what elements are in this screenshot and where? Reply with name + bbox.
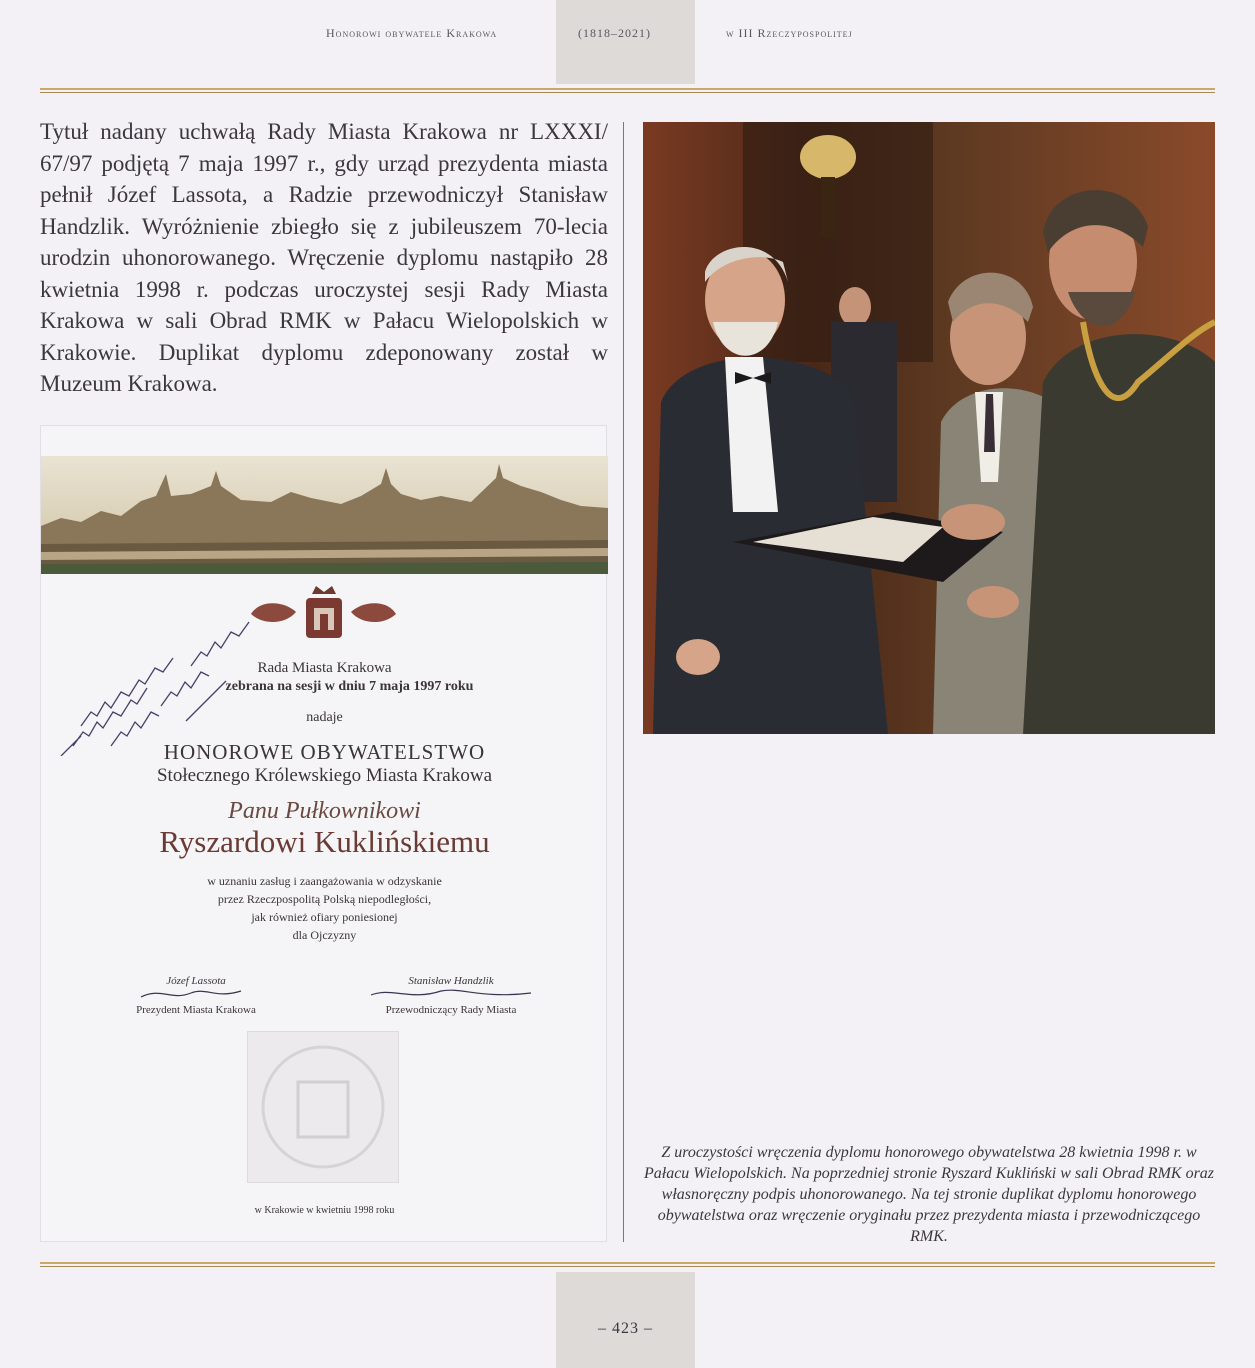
signature-right bbox=[361, 975, 541, 1016]
seal-emblem-icon bbox=[248, 1032, 398, 1182]
krakow-panorama-illustration bbox=[41, 456, 608, 574]
signature-left bbox=[121, 975, 271, 1016]
diploma-recipient-prefix: Panu Pułkownikowi bbox=[228, 798, 421, 824]
signature-right-scribble bbox=[361, 987, 541, 1001]
diploma-citation-line4: dla Ojczyzny bbox=[292, 928, 357, 942]
header-band bbox=[556, 0, 695, 84]
diploma-recipient-name: Ryszardowi Kuklińskiemu bbox=[159, 824, 490, 859]
signature-left-scribble bbox=[121, 987, 271, 1001]
diploma-title-line2: Stołecznego Królewskiego Miasta Krakowa bbox=[156, 765, 493, 786]
running-header-right: w III Rzeczypospolitej bbox=[726, 26, 853, 40]
diploma-citation-line1: w uznaniu zasług i zaangażowania w odzyskanie bbox=[207, 874, 442, 888]
top-rule bbox=[40, 88, 1215, 94]
diploma-image bbox=[40, 425, 607, 1242]
diploma-place-date: w Krakowie w kwietniu 1998 roku bbox=[254, 1205, 395, 1216]
signer-right-name: Stanisław Handzlik bbox=[408, 975, 494, 987]
diploma-citation-line2: przez Rzeczpospolitą Polską niepodległości, bbox=[217, 892, 432, 906]
diploma-grants: nadaje bbox=[306, 710, 343, 725]
ceremony-photograph bbox=[643, 122, 1215, 734]
bottom-rule bbox=[40, 1262, 1215, 1268]
diploma-issuer: Rada Miasta Krakowa bbox=[257, 660, 392, 676]
signer-right-role: Przewodniczący Rady Miasta bbox=[385, 1004, 517, 1016]
page-number: – 423 – bbox=[598, 1320, 653, 1337]
diploma-session: zebrana na sesji w dniu 7 maja 1997 roku bbox=[225, 679, 474, 694]
ceremony-photo-illustration bbox=[643, 122, 1215, 734]
diploma-title-line1: HONOROWE OBYWATELSTWO bbox=[163, 740, 486, 764]
signer-left-name: Józef Lassota bbox=[166, 975, 226, 987]
running-header-left: Honorowi obywatele Krakowa bbox=[326, 26, 498, 40]
embossed-seal bbox=[247, 1031, 399, 1183]
photo-caption: Z uroczystości wręczenia dyplomu honorowego obywatelstwa 28 kwietnia 1998 r. w Pałacu Wielopolskich. Na poprzedniej stronie Ryszard Kukliński w sali Obrad RMK oraz własnoręczny podpis uhonorowanego. Na tej stronie duplikat dyplomu honorowego obywatelstwa oraz wręczenie oryginału przez prezydenta miasta i przewodniczącego RMK. bbox=[643, 1144, 1215, 1245]
running-header-center: (1818–2021) bbox=[578, 26, 651, 40]
column-divider bbox=[623, 122, 624, 1242]
signer-left-role: Prezydent Miasta Krakowa bbox=[136, 1004, 256, 1016]
diploma-citation-line3: jak również ofiary poniesionej bbox=[251, 910, 398, 924]
body-paragraph: Tytuł nadany uchwałą Rady Miasta Krakowa nr LXXXI/ 67/97 podjętą 7 maja 1997 r., gdy urząd prezydenta miasta pełnił Józef Lassota, a Radzie przewodniczył Stanisław Handzlik. Wyróżnienie zbiegło się z jubileuszem 70-lecia urodzin uhonorowanego. Wręczenie dyplomu nastąpiło 28 kwietnia 1998 r. podczas uroczystej sesji Rady Miasta Krakowa w sali Obrad RMK w Pałacu Wielopolskich w Krakowie. Duplikat dyplomu zdeponowany został w Muzeum Krakowa. bbox=[40, 119, 608, 396]
